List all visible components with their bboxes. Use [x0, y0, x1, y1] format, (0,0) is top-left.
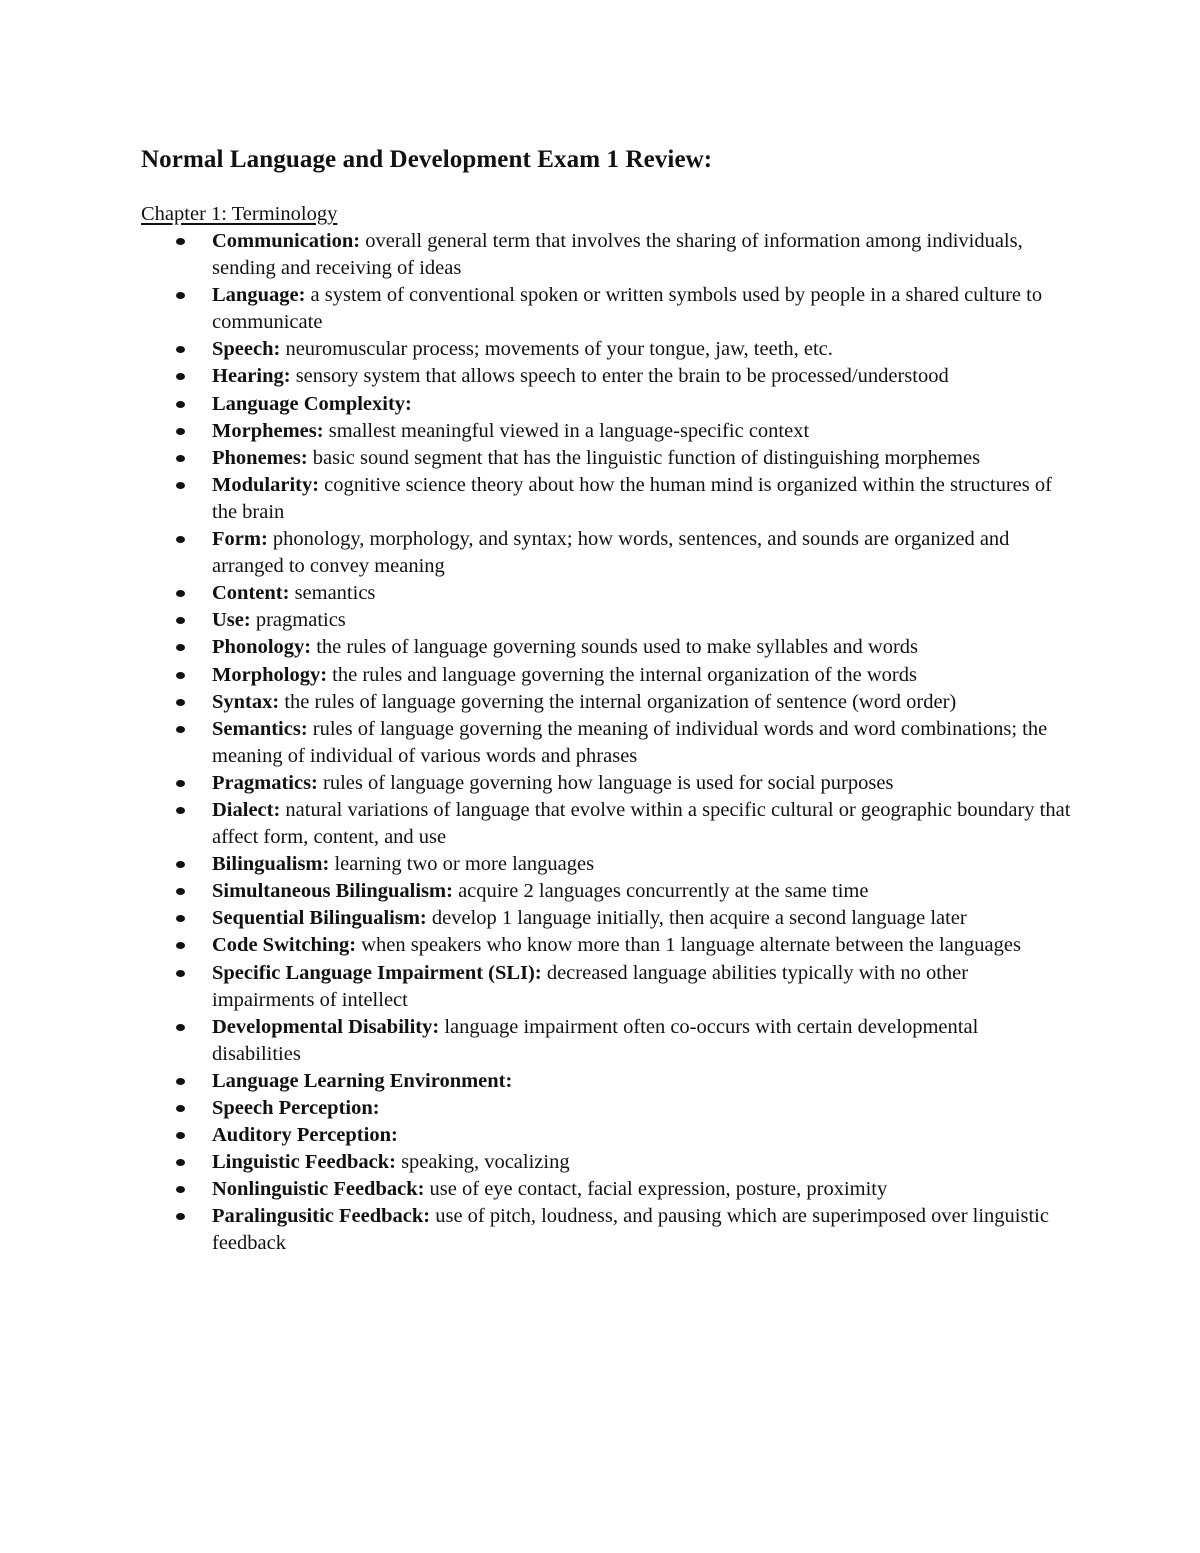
bullet-icon	[176, 780, 185, 787]
term-definition: develop 1 language initially, then acquire a second language later	[431, 907, 967, 930]
section-heading: Chapter 1: Terminology	[141, 203, 338, 225]
bullet-icon	[176, 888, 185, 895]
term-label: Semantics:	[212, 717, 308, 740]
term-definition: pragmatics	[255, 609, 346, 632]
bullet-icon	[176, 1159, 185, 1166]
list-item	[0, 445, 1072, 472]
term-definition: basic sound segment that has the linguistic function of distinguishing morphemes	[312, 446, 981, 469]
bullet-icon	[176, 1132, 185, 1139]
term-label: Sequential Bilingualism:	[212, 907, 427, 930]
bullet-icon	[176, 482, 185, 489]
bullet-icon	[176, 644, 185, 651]
term-label: Syntax:	[212, 690, 280, 713]
bullet-icon	[176, 1186, 185, 1193]
list-item	[0, 228, 1072, 282]
term-definition: the rules of language governing the internal organization of sentence (word order)	[284, 690, 957, 713]
bullet-icon	[176, 915, 185, 922]
list-item	[0, 662, 1072, 689]
term-definition: natural variations of language that evolve within a specific cultural or geographic boundary that affect form, content, and use	[212, 798, 1071, 849]
term-label: Communication:	[212, 230, 361, 252]
list-item	[0, 932, 1072, 959]
term-definition: language impairment often co-occurs with certain developmental disabilities	[212, 1015, 979, 1065]
bullet-icon	[176, 401, 185, 408]
list-item	[0, 1122, 1072, 1149]
list-item	[0, 960, 1072, 1014]
term-label: Auditory Perception:	[212, 1124, 398, 1147]
list-item	[0, 1068, 1072, 1095]
term-definition: when speakers who know more than 1 language alternate between the languages	[361, 934, 1021, 957]
term-label: Specific Language Impairment (SLI):	[212, 961, 542, 984]
term-definition: the rules of language governing sounds used to make syllables and words	[316, 636, 919, 659]
term-label: Speech:	[212, 338, 281, 361]
list-item	[0, 770, 1072, 797]
term-definition: rules of language governing the meaning of individual words and word combinations; the meaning of individual of various words and phrases	[212, 717, 1048, 767]
list-item	[0, 716, 1072, 770]
bullet-icon	[176, 238, 185, 245]
bullet-icon	[176, 1024, 185, 1031]
term-definition: rules of language governing how language is used for social purposes	[323, 771, 894, 794]
list-item	[0, 634, 1072, 661]
list-item	[0, 689, 1072, 716]
list-item	[0, 418, 1072, 445]
term-label: Dialect:	[212, 798, 281, 821]
term-definition: neuromuscular process; movements of your tongue, jaw, teeth, etc.	[285, 338, 833, 361]
document-title: Normal Language and Development Exam 1 Review:	[141, 146, 713, 173]
bullet-icon	[176, 970, 185, 977]
term-label: Developmental Disability:	[212, 1015, 440, 1038]
bullet-icon	[176, 373, 185, 380]
bullet-icon	[176, 617, 185, 624]
term-definition: use of pitch, loudness, and pausing which are superimposed over linguistic feedback	[212, 1205, 1049, 1255]
term-definition: use of eye contact, facial expression, posture, proximity	[429, 1178, 888, 1201]
term-label: Language:	[212, 284, 306, 307]
term-label: Morphemes:	[212, 419, 324, 442]
bullet-icon	[176, 346, 185, 353]
bullet-icon	[176, 292, 185, 299]
list-item	[0, 905, 1072, 932]
list-item	[0, 851, 1072, 878]
bullet-icon	[176, 428, 185, 435]
term-label: Phonemes:	[212, 446, 308, 469]
term-label: Phonology:	[212, 636, 312, 659]
term-label: Linguistic Feedback:	[212, 1151, 396, 1174]
bullet-icon	[176, 1078, 185, 1085]
term-label: Modularity:	[212, 473, 320, 496]
bullet-icon	[176, 590, 185, 597]
term-definition: acquire 2 languages concurrently at the same time	[458, 880, 869, 903]
term-label: Language Learning Environment:	[212, 1069, 513, 1092]
bullet-icon	[176, 699, 185, 706]
list-item	[0, 391, 1072, 418]
term-definition: semantics	[294, 582, 376, 605]
list-item	[0, 1203, 1072, 1257]
term-definition: a system of conventional spoken or written symbols used by people in a shared culture to communicate	[212, 284, 1043, 334]
term-definition: phonology, morphology, and syntax; how words, sentences, and sounds are organized and arranged to convey meaning	[212, 528, 1010, 578]
list-item	[0, 878, 1072, 905]
term-definition: learning two or more languages	[334, 853, 595, 876]
term-definition: the rules and language governing the internal organization of the words	[332, 663, 917, 686]
bullet-icon	[176, 672, 185, 679]
list-item	[0, 580, 1072, 607]
term-definition: overall general term that involves the sharing of information among individuals, sending and receiving of ideas	[212, 230, 1023, 280]
term-label: Language Complexity:	[212, 392, 412, 415]
term-definition: decreased language abilities typically with no other impairments of intellect	[212, 961, 969, 1011]
list-item	[0, 1149, 1072, 1176]
list-item	[0, 336, 1072, 363]
bullet-icon	[176, 942, 185, 949]
bullet-icon	[176, 726, 185, 733]
term-label: Hearing:	[212, 365, 291, 388]
bullet-icon	[176, 861, 185, 868]
bullet-icon	[176, 455, 185, 462]
term-label: Pragmatics:	[212, 771, 318, 794]
term-label: Form:	[212, 528, 268, 551]
list-item	[0, 526, 1072, 580]
term-label: Content:	[212, 582, 290, 605]
bullet-icon	[176, 807, 185, 814]
list-item	[0, 1176, 1072, 1203]
terminology-list	[0, 228, 1200, 1258]
list-item	[0, 607, 1072, 634]
term-label: Morphology:	[212, 663, 328, 686]
bullet-icon	[176, 1213, 185, 1220]
term-label: Nonlinguistic Feedback:	[212, 1178, 425, 1201]
list-item	[0, 1095, 1072, 1122]
term-label: Bilingualism:	[212, 853, 330, 876]
term-definition: sensory system that allows speech to enter the brain to be processed/understood	[295, 365, 949, 388]
list-item	[0, 797, 1072, 851]
list-item	[0, 472, 1072, 526]
list-item	[0, 1014, 1072, 1068]
term-label: Code Switching:	[212, 934, 357, 957]
term-label: Use:	[212, 609, 251, 632]
term-label: Speech Perception:	[212, 1097, 380, 1119]
bullet-icon	[176, 1105, 185, 1112]
bullet-icon	[176, 536, 185, 543]
term-definition: speaking, vocalizing	[401, 1151, 570, 1174]
term-label: Simultaneous Bilingualism:	[212, 880, 453, 903]
term-definition: cognitive science theory about how the human mind is organized within the structures of the brain	[212, 473, 1052, 523]
list-item	[0, 282, 1072, 336]
term-definition: smallest meaningful viewed in a language-specific context	[328, 419, 810, 442]
term-label: Paralingusitic Feedback:	[212, 1205, 431, 1228]
list-item	[0, 363, 1072, 390]
